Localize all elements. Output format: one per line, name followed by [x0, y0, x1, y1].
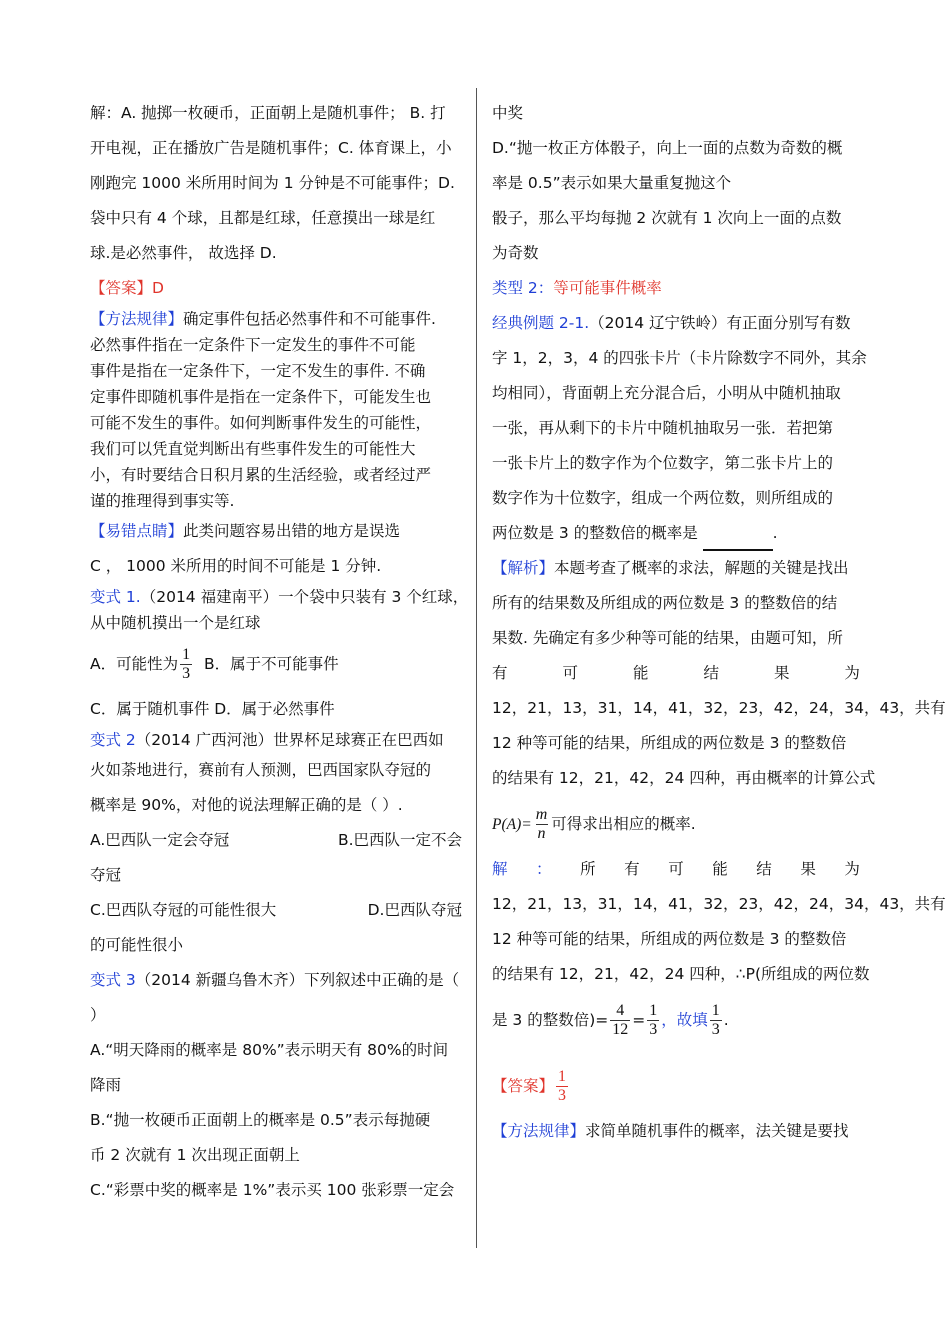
method-tag: 【方法规律】 [90, 310, 184, 328]
variant-3 [90, 963, 462, 1208]
variant-line: 概率是 90%，对他的说法理解正确的是（ ）. [90, 796, 403, 814]
example-tag: 经典例题 2-1. [492, 314, 590, 332]
variant-line: 变式 3（2014 新疆乌鲁木齐）下列叙述中正确的是（ [90, 971, 460, 989]
method-line: 谨的推理得到事实等. [90, 492, 235, 510]
answer-line [90, 271, 462, 306]
solution-line: 球.是必然事件， 故选择 D. [90, 244, 277, 262]
solution-line: 刚跑完 1000 米所用时间为 1 分钟是不可能事件；D. [90, 174, 455, 192]
fraction: $\frac{m}{n}$ [535, 806, 548, 842]
solution-line: 解：A. 抛掷一枚硬币，正面朝上是随机事件； B. 打 [90, 104, 446, 122]
analysis-line: 12，21，13，31，14，41，32，23，42，24，34，43，共有 [492, 699, 946, 717]
answer-tag: 【答案】 [492, 1077, 555, 1095]
method-tag: 【方法规律】 [492, 1122, 586, 1140]
variant-option-line: 的可能性很小 [90, 936, 184, 954]
method-line: 必然事件指在一定条件下一定发生的事件不可能 [90, 336, 416, 354]
variant-1 [90, 584, 469, 727]
variant-line: 变式 2（2014 广西河池）世界杯足球赛正在巴西如 [90, 731, 444, 749]
solution-line: 12 种等可能的结果，所组成的两位数是 3 的整数倍 [492, 930, 847, 948]
solution-block [90, 96, 462, 271]
answer-line [492, 1058, 860, 1114]
solution-block [492, 852, 946, 1048]
variant-option-line: A.巴西队一定会夺冠 B.巴西队一定不会 [90, 831, 462, 849]
variant-option-line: C．属于随机事件 D．属于必然事件 [90, 700, 335, 718]
text-line: 为奇数 [492, 244, 539, 262]
solution-spread-line: 解 ： 所 有 可 能 结 果 为 [492, 860, 860, 878]
example-line: 字 1，2，3，4 的四张卡片（卡片除数字不同外，其余 [492, 349, 867, 367]
method-line: 事件是指在一定条件下，一定不发生的事件. 不确 [90, 362, 426, 380]
variant-tag: 变式 1. [90, 588, 141, 606]
method-line: 【方法规律】确定事件包括必然事件和不可能事件. [90, 310, 436, 328]
pitfall-line: 【易错点睛】此类问题容易出错的地方是误选 [90, 522, 401, 540]
solution-line: 12，21，13，31，14，41，32，23，42，24，34，43，共有 [492, 895, 946, 913]
fraction: $\frac{4}{12}$ [612, 1002, 629, 1038]
example-line: 一张，再从剩下的卡片中随机抽取另一张．若把第 [492, 419, 834, 437]
variant-line: 火如荼地进行，赛前有人预测，巴西国家队夺冠的 [90, 761, 432, 779]
analysis-tag: 【解析】 [492, 559, 555, 577]
fraction: $\frac{1}{3}$ [711, 1002, 720, 1038]
analysis-block [492, 551, 946, 852]
variant-option-line: 夺冠 [90, 866, 122, 884]
variant-option-line: C.巴西队夺冠的可能性很大 D.巴西队夺冠 [90, 901, 462, 919]
pitfall-line: C ， 1000 米所用的时间不可能是 1 分钟. [90, 557, 382, 575]
answer-blank [703, 531, 773, 551]
variant-line: 从中随机摸出一个是红球 [90, 614, 261, 632]
solution-line: 袋中只有 4 个球，且都是红球，任意摸出一球是红 [90, 209, 436, 227]
solution-line: 的结果有 12，21，42，24 四种，∴P(所组成的两位数 [492, 965, 870, 983]
analysis-line: 12 种等可能的结果，所组成的两位数是 3 的整数倍 [492, 734, 847, 752]
example-line: 一张卡片上的数字作为个位数字，第二张卡片上的 [492, 454, 834, 472]
example-block [492, 306, 867, 551]
method-line: 可能不发生的事件。如何判断事件发生的可能性， [90, 414, 432, 432]
analysis-line: 所有的结果数及所组成的两位数是 3 的整数倍的结 [492, 594, 838, 612]
pitfall-tag: 【易错点睛】 [90, 522, 184, 540]
method-line: 【方法规律】求简单随机事件的概率，法关键是要找 [492, 1122, 849, 1140]
example-line: 均相同），背面朝上充分混合后，小明从中随机抽取 [492, 384, 841, 402]
variant-line: 降雨 [90, 1076, 122, 1094]
method-block [90, 306, 462, 514]
variant-line: ） [90, 1006, 106, 1024]
answer-fraction: $\frac{1}{3}$ [558, 1068, 567, 1104]
method-line: 我们可以凭直觉判断出有些事件发生的可能性大 [90, 440, 416, 458]
variant-line: C.“彩票中奖的概率是 1%”表示买 100 张彩票一定会 [90, 1181, 455, 1199]
analysis-line: 果数. 先确定有多少种等可能的结果，由题可知，所 [492, 629, 843, 647]
analysis-spread-line: 有 可 能 结 果 为 [492, 664, 860, 682]
variant-line: B.“抛一枚硬币正面朝上的概率是 0.5”表示每抛硬 [90, 1111, 431, 1129]
method-line: 小，有时要结合日积月累的生活经验，或者经过严 [90, 466, 432, 484]
text-line: 骰子，那么平均每抛 2 次就有 1 次向上一面的点数 [492, 209, 842, 227]
variant-tag: 变式 2 [90, 731, 136, 749]
answer-value: D [152, 279, 164, 297]
variant-2 [90, 727, 462, 963]
example-line: 两位数是 3 的整数倍的概率是 . [492, 516, 860, 551]
variant-line: A.“明天降雨的概率是 80%”表示明天有 80%的时间 [90, 1041, 449, 1059]
type-heading: 类型 2：等可能事件概率 [492, 279, 662, 297]
formula-line: P(A)= $\frac{m}{n}$ 可得求出相应的概率. [492, 806, 696, 842]
left-column [90, 96, 469, 1208]
fraction: $\frac{1}{3}$ [649, 1002, 658, 1038]
variant-option-line: A．可能性为 $\frac{1}{3}$ B．属于不可能事件 [90, 646, 339, 682]
text-line: 中奖 [492, 104, 524, 122]
example-line: 经典例题 2-1.（2014 辽宁铁岭）有正面分别写有数 [492, 314, 851, 332]
example-line: 数字作为十位数字，组成一个两位数，则所组成的 [492, 489, 834, 507]
variant-line: 变式 1.（2014 福建南平）一个袋中只装有 3 个红球， [90, 588, 469, 606]
answer-tag: 【答案】 [90, 279, 153, 297]
pitfall-block [90, 514, 462, 584]
analysis-line: 【解析】本题考查了概率的求法，解题的关键是找出 [492, 559, 849, 577]
solution-line: 开电视，正在播放广告是随机事件；C. 体育课上，小 [90, 139, 452, 157]
method-line: 定事件即随机事件是指在一定条件下，可能发生也 [90, 388, 432, 406]
analysis-line: 的结果有 12，21，42，24 四种，再由概率的计算公式 [492, 769, 876, 787]
text-line: 率是 0.5”表示如果大量重复抛这个 [492, 174, 732, 192]
text-line: D.“抛一枚正方体骰子，向上一面的点数为奇数的概 [492, 139, 843, 157]
fraction: $\frac{1}{3}$ [182, 646, 191, 682]
right-column [492, 96, 946, 1149]
column-divider [476, 88, 477, 1248]
solution-result-line: 是 3 的整数倍)= $\frac{4}{12}$ = $\frac{1}{3}$ ，故填 $\frac{1}{3}$ . [492, 1002, 729, 1038]
variant-tag: 变式 3 [90, 971, 136, 989]
variant-line: 币 2 次就有 1 次出现正面朝上 [90, 1146, 300, 1164]
